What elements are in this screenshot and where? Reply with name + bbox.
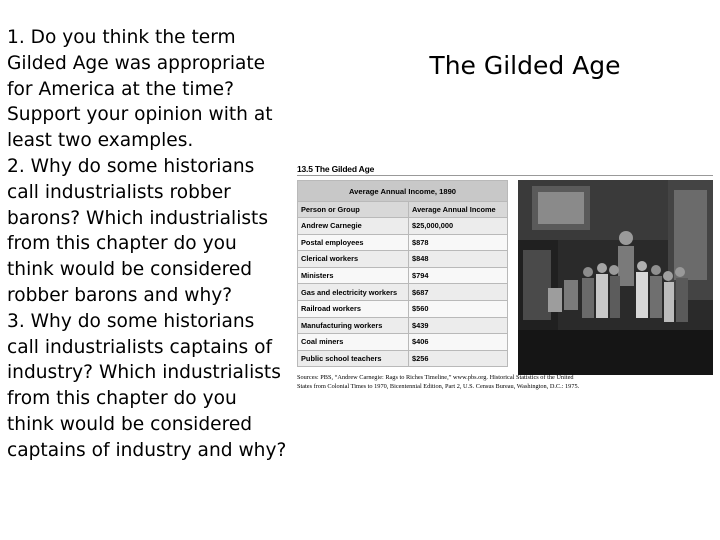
table-row (298, 284, 508, 301)
row-person: Ministers (298, 267, 409, 284)
photo-illustration (518, 180, 713, 375)
table-row (298, 317, 508, 334)
table-row (298, 218, 508, 235)
row-person: Clerical workers (298, 251, 409, 268)
table-caption: Average Annual Income, 1890 (298, 181, 508, 202)
question-3: 3. Why do some historians call industrialists captains of industry? Which industrialists from this chapter do you think would be considered captains of industry and why? (7, 310, 287, 461)
row-income: $848 (409, 251, 508, 268)
column-header-income: Average Annual Income (409, 202, 508, 218)
row-person: Andrew Carnegie (298, 218, 409, 235)
slide-title: The Gilded Age (429, 51, 621, 80)
table-caption-row (298, 181, 508, 202)
row-person: Railroad workers (298, 300, 409, 317)
figure-label: 13.5 The Gilded Age (297, 164, 375, 174)
figure-divider (297, 175, 713, 176)
row-income: $878 (409, 234, 508, 251)
question-1: 1. Do you think the term Gilded Age was appropriate for America at the time? Support your opinion with at least two examples. (7, 27, 273, 152)
row-person: Public school teachers (298, 350, 409, 367)
historical-classroom-photo (518, 180, 713, 375)
table-row (298, 234, 508, 251)
row-income: $687 (409, 284, 508, 301)
table-row (298, 350, 508, 367)
row-person: Gas and electricity workers (298, 284, 409, 301)
table-row (298, 267, 508, 284)
source-line-2: States from Colonial Times to 1970, Bicentennial Edition, Part 2, U.S. Census Bureau, Washington, D.C.: 1975. (297, 382, 580, 390)
table-row (298, 251, 508, 268)
row-income: $406 (409, 334, 508, 351)
row-income: $560 (409, 300, 508, 317)
row-person: Postal employees (298, 234, 409, 251)
question-2: 2. Why do some historians call industrialists robber barons? Which industrialists from this chapter do you think would be considered robber barons and why? (7, 155, 269, 306)
discussion-questions (7, 25, 289, 464)
row-income: $256 (409, 350, 508, 367)
table-row (298, 334, 508, 351)
row-person: Manufacturing workers (298, 317, 409, 334)
source-line-1: Sources: PBS, “Andrew Carnegie: Rags to Riches Timeline,” www.pbs.org. Historical Statistics of the United (297, 374, 574, 381)
table-header-row (298, 202, 508, 218)
table-row (298, 300, 508, 317)
column-header-person: Person or Group (298, 202, 409, 218)
row-income: $794 (409, 267, 508, 284)
row-person: Coal miners (298, 334, 409, 351)
source-citation (297, 374, 597, 391)
row-income: $25,000,000 (409, 218, 508, 235)
row-income: $439 (409, 317, 508, 334)
income-table (297, 180, 508, 367)
